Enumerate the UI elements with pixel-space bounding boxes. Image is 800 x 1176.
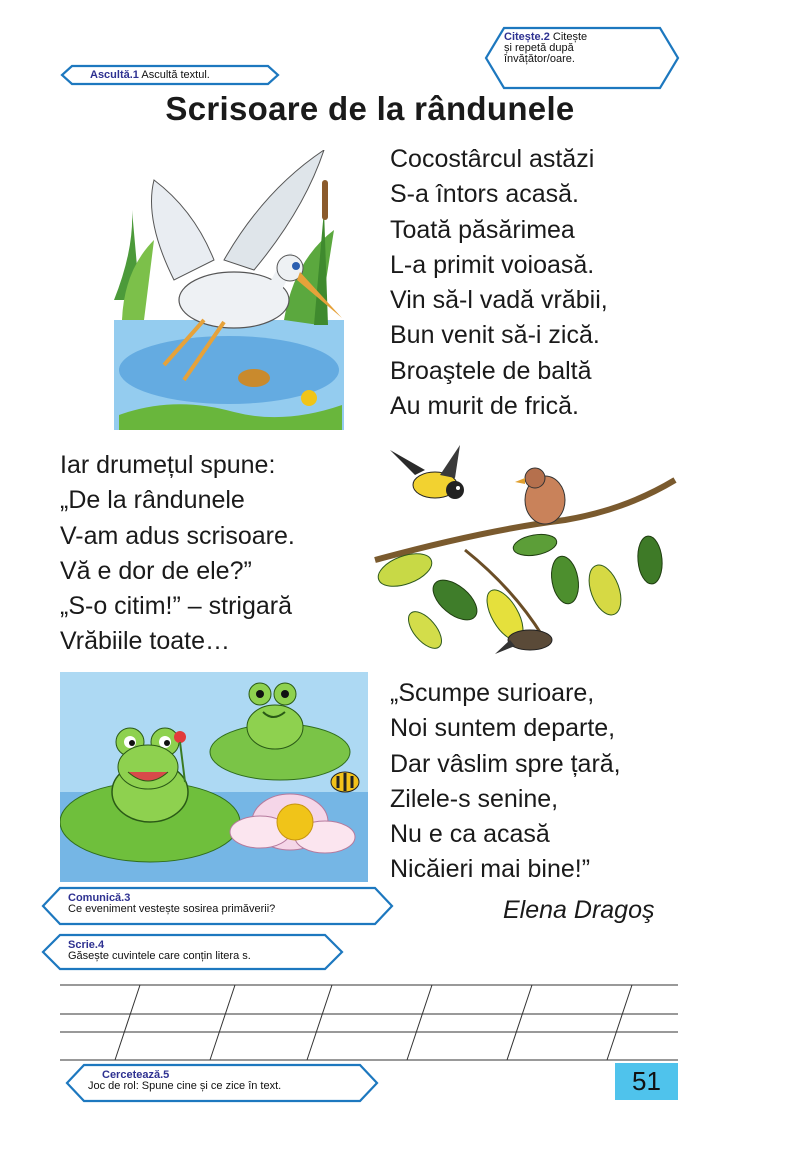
page-number: 51	[615, 1063, 678, 1100]
stanza-2	[60, 448, 295, 660]
asculta-text: Ascultă textul.	[141, 69, 210, 81]
verse-line: „Scumpe surioare,	[390, 679, 595, 707]
cerceteaza-badge	[64, 1063, 380, 1103]
verse-line: V-am adus scrisoare.	[60, 521, 295, 550]
scrie-tag: Scrie.4	[68, 939, 105, 951]
poem-title: Scrisoare de la rândunele	[165, 90, 575, 127]
comunica-text: Ce eveniment vestește sosirea primăverii?	[68, 903, 276, 915]
citeste-text-3: învățător/oare.	[504, 53, 575, 65]
verse-line: Iar drumețul spune:	[60, 451, 276, 479]
scrie-badge	[40, 933, 345, 971]
verse-line: Noi suntem departe,	[390, 714, 616, 743]
comunica-badge	[40, 886, 395, 926]
citeste-badge	[484, 26, 680, 90]
verse-line: Broaştele de baltă	[390, 356, 592, 385]
scrie-text: Găsește cuvintele care conțin litera s.	[68, 950, 251, 962]
verse-line: „De la rândunele	[60, 486, 245, 515]
verse-line: Vin să-l vadă vrăbii,	[390, 286, 608, 315]
comunica-tag: Comunică.3	[68, 892, 131, 904]
asculta-tag: Ascultă.1	[90, 69, 139, 81]
verse-line: Dar vâslim spre țară,	[390, 749, 621, 778]
citeste-tag: Citește.2	[504, 31, 550, 43]
birds-on-branch-illustration	[365, 440, 680, 665]
verse-line: Cocostârcul astăzi	[390, 145, 595, 173]
verse-line: Bun venit să-i zică.	[390, 321, 600, 350]
citeste-text-2: și repetă după	[504, 42, 574, 54]
frogs-on-lilypads-illustration	[60, 672, 368, 882]
verse-line: Vă e dor de ele?”	[60, 556, 252, 585]
handwriting-lines	[60, 980, 680, 1062]
verse-line: Zilele-s senine,	[390, 784, 559, 813]
stork-illustration	[114, 150, 344, 430]
cerceteaza-text: Joc de rol: Spune cine și ce zice în text.	[88, 1080, 282, 1092]
author-name: Elena Dragoş	[503, 896, 655, 924]
stanza-3	[390, 676, 621, 888]
verse-line: „S-o citim!” – strigară	[60, 592, 292, 621]
verse-line: Nu e ca acasă	[390, 820, 550, 849]
verse-line: Toată păsărimea	[390, 215, 575, 244]
asculta-badge	[60, 64, 280, 86]
cerceteaza-tag: Cercetează.5	[102, 1069, 170, 1081]
verse-line: Nicăieri mai bine!”	[390, 855, 591, 884]
stanza-1	[390, 142, 608, 424]
verse-line: S-a întors acasă.	[390, 180, 579, 209]
citeste-text-1: Citește	[552, 31, 588, 43]
verse-line: Au murit de frică.	[390, 392, 579, 421]
verse-line: L-a primit voioasă.	[390, 250, 595, 279]
verse-line: Vrăbiile toate…	[60, 627, 230, 656]
